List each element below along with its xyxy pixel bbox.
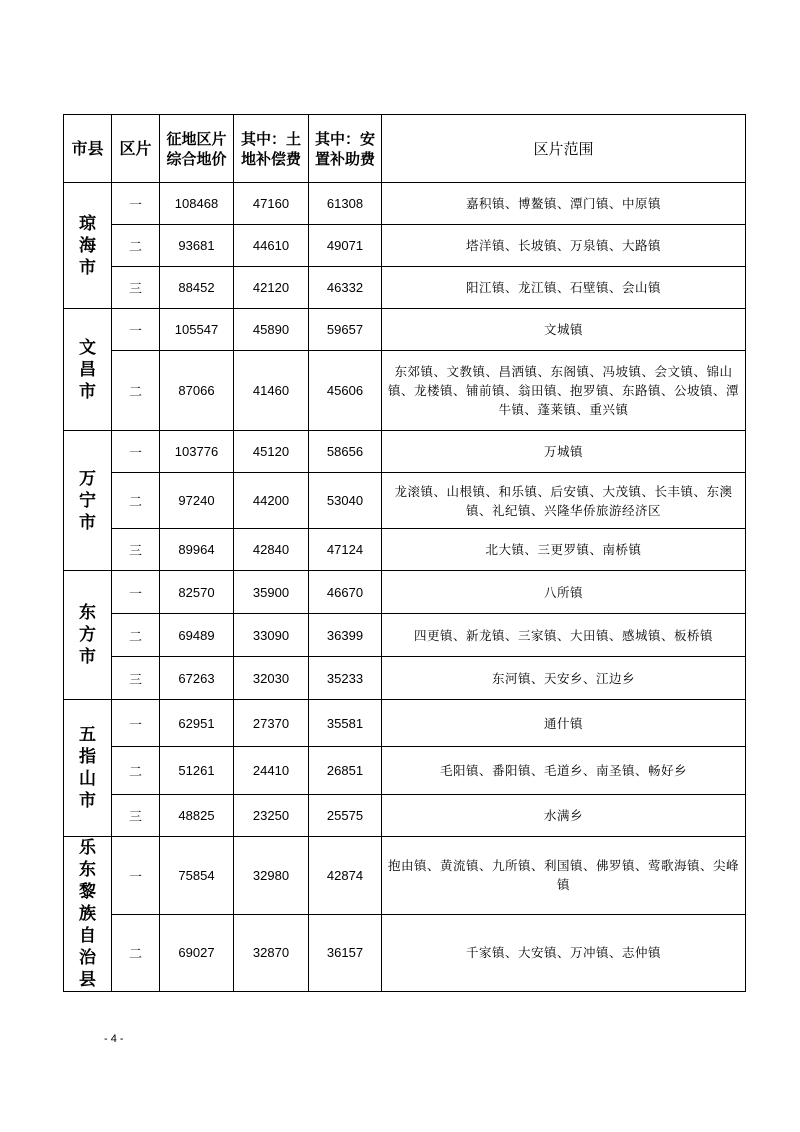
resettlement-subsidy-cell: 47124 (309, 529, 382, 571)
table-row (64, 309, 746, 351)
composite-price-cell: 105547 (160, 309, 234, 351)
table-row (64, 700, 746, 747)
zone-cell: 三 (112, 267, 160, 309)
zone-cell: 一 (112, 571, 160, 614)
composite-price-cell: 69489 (160, 614, 234, 657)
land-compensation-cell: 44610 (234, 225, 309, 267)
zone-range-cell: 文城镇 (382, 309, 746, 351)
table-row (64, 473, 746, 529)
county-name: 文昌市 (79, 337, 96, 402)
zone-cell: 三 (112, 795, 160, 837)
land-compensation-cell: 42840 (234, 529, 309, 571)
zone-range-cell: 嘉积镇、博鳌镇、潭门镇、中原镇 (382, 183, 746, 225)
composite-price-cell: 51261 (160, 747, 234, 795)
composite-price-cell: 67263 (160, 657, 234, 700)
zone-range-cell: 龙滚镇、山根镇、和乐镇、后安镇、大茂镇、长丰镇、东澳镇、礼纪镇、兴隆华侨旅游经济区 (382, 473, 746, 529)
zone-range-cell: 四更镇、新龙镇、三家镇、大田镇、感城镇、板桥镇 (382, 614, 746, 657)
zone-cell: 二 (112, 351, 160, 431)
resettlement-subsidy-cell: 49071 (309, 225, 382, 267)
composite-price-cell: 108468 (160, 183, 234, 225)
table-row (64, 529, 746, 571)
table-row (64, 431, 746, 473)
county-cell (64, 700, 112, 837)
county-name: 东方市 (79, 603, 96, 667)
zone-range-cell: 水满乡 (382, 795, 746, 837)
table-row (64, 351, 746, 431)
zone-cell: 一 (112, 837, 160, 915)
header-zone-range: 区片范围 (382, 115, 746, 183)
land-compensation-cell: 24410 (234, 747, 309, 795)
table-row (64, 795, 746, 837)
county-cell (64, 309, 112, 431)
county-cell (64, 431, 112, 571)
zone-range-cell: 塔洋镇、长坡镇、万泉镇、大路镇 (382, 225, 746, 267)
header-resettlement-subsidy: 其中：安置补助费 (309, 115, 382, 183)
composite-price-cell: 89964 (160, 529, 234, 571)
resettlement-subsidy-cell: 53040 (309, 473, 382, 529)
resettlement-subsidy-cell: 35233 (309, 657, 382, 700)
resettlement-subsidy-cell: 59657 (309, 309, 382, 351)
resettlement-subsidy-cell: 25575 (309, 795, 382, 837)
land-compensation-cell: 23250 (234, 795, 309, 837)
zone-cell: 一 (112, 309, 160, 351)
resettlement-subsidy-cell: 58656 (309, 431, 382, 473)
table-row (64, 614, 746, 657)
land-compensation-cell: 44200 (234, 473, 309, 529)
land-compensation-cell: 32870 (234, 914, 309, 992)
land-compensation-cell: 27370 (234, 700, 309, 747)
composite-price-cell: 103776 (160, 431, 234, 473)
land-compensation-cell: 47160 (234, 183, 309, 225)
land-compensation-cell: 45120 (234, 431, 309, 473)
zone-range-cell: 八所镇 (382, 571, 746, 614)
land-compensation-cell: 32030 (234, 657, 309, 700)
composite-price-cell: 87066 (160, 351, 234, 431)
resettlement-subsidy-cell: 36399 (309, 614, 382, 657)
table-row (64, 747, 746, 795)
composite-price-cell: 93681 (160, 225, 234, 267)
zone-cell: 二 (112, 747, 160, 795)
county-cell (64, 183, 112, 309)
resettlement-subsidy-cell: 46332 (309, 267, 382, 309)
zone-cell: 三 (112, 657, 160, 700)
zone-range-cell: 阳江镇、龙江镇、石壁镇、会山镇 (382, 267, 746, 309)
header-county: 市县 (64, 115, 112, 183)
zone-cell: 一 (112, 183, 160, 225)
land-price-table (63, 114, 746, 992)
header-land-compensation: 其中：土地补偿费 (234, 115, 309, 183)
land-compensation-cell: 42120 (234, 267, 309, 309)
table-row (64, 657, 746, 700)
zone-cell: 二 (112, 225, 160, 267)
zone-range-cell: 通什镇 (382, 700, 746, 747)
zone-cell: 二 (112, 473, 160, 529)
zone-range-cell: 东河镇、天安乡、江边乡 (382, 657, 746, 700)
zone-range-cell: 北大镇、三更罗镇、南桥镇 (382, 529, 746, 571)
resettlement-subsidy-cell: 36157 (309, 914, 382, 992)
county-cell (64, 571, 112, 700)
land-compensation-cell: 35900 (234, 571, 309, 614)
zone-cell: 三 (112, 529, 160, 571)
zone-cell: 二 (112, 914, 160, 992)
resettlement-subsidy-cell: 46670 (309, 571, 382, 614)
composite-price-cell: 82570 (160, 571, 234, 614)
zone-cell: 一 (112, 700, 160, 747)
composite-price-cell: 97240 (160, 473, 234, 529)
header-composite-price: 征地区片综合地价 (160, 115, 234, 183)
composite-price-cell: 62951 (160, 700, 234, 747)
zone-cell: 二 (112, 614, 160, 657)
land-compensation-cell: 33090 (234, 614, 309, 657)
table-row (64, 837, 746, 915)
resettlement-subsidy-cell: 42874 (309, 837, 382, 915)
composite-price-cell: 75854 (160, 837, 234, 915)
table-row (64, 183, 746, 225)
land-compensation-cell: 32980 (234, 837, 309, 915)
county-name: 琼海市 (79, 213, 96, 278)
zone-range-cell: 毛阳镇、番阳镇、毛道乡、南圣镇、畅好乡 (382, 747, 746, 795)
resettlement-subsidy-cell: 26851 (309, 747, 382, 795)
resettlement-subsidy-cell: 45606 (309, 351, 382, 431)
composite-price-cell: 48825 (160, 795, 234, 837)
header-zone: 区片 (112, 115, 160, 183)
table-row (64, 571, 746, 614)
page-number: - 4 - (104, 1033, 124, 1045)
county-name: 万宁市 (79, 468, 96, 533)
zone-range-cell: 抱由镇、黄流镇、九所镇、利国镇、佛罗镇、莺歌海镇、尖峰镇 (382, 837, 746, 915)
resettlement-subsidy-cell: 35581 (309, 700, 382, 747)
composite-price-cell: 69027 (160, 914, 234, 992)
county-cell (64, 837, 112, 992)
land-compensation-cell: 41460 (234, 351, 309, 431)
header-row (64, 115, 746, 183)
zone-range-cell: 万城镇 (382, 431, 746, 473)
table-row (64, 914, 746, 992)
composite-price-cell: 88452 (160, 267, 234, 309)
table-body (64, 183, 746, 992)
county-name: 乐东黎族自治县 (79, 838, 96, 990)
zone-range-cell: 东郊镇、文教镇、昌洒镇、东阁镇、冯坡镇、会文镇、锦山镇、龙楼镇、铺前镇、翁田镇、抱罗镇、东路镇、公坡镇、潭牛镇、蓬莱镇、重兴镇 (382, 351, 746, 431)
table-row (64, 267, 746, 309)
zone-range-cell: 千家镇、大安镇、万冲镇、志仲镇 (382, 914, 746, 992)
table-row (64, 225, 746, 267)
resettlement-subsidy-cell: 61308 (309, 183, 382, 225)
land-compensation-cell: 45890 (234, 309, 309, 351)
county-name: 五指山市 (79, 725, 96, 811)
zone-cell: 一 (112, 431, 160, 473)
